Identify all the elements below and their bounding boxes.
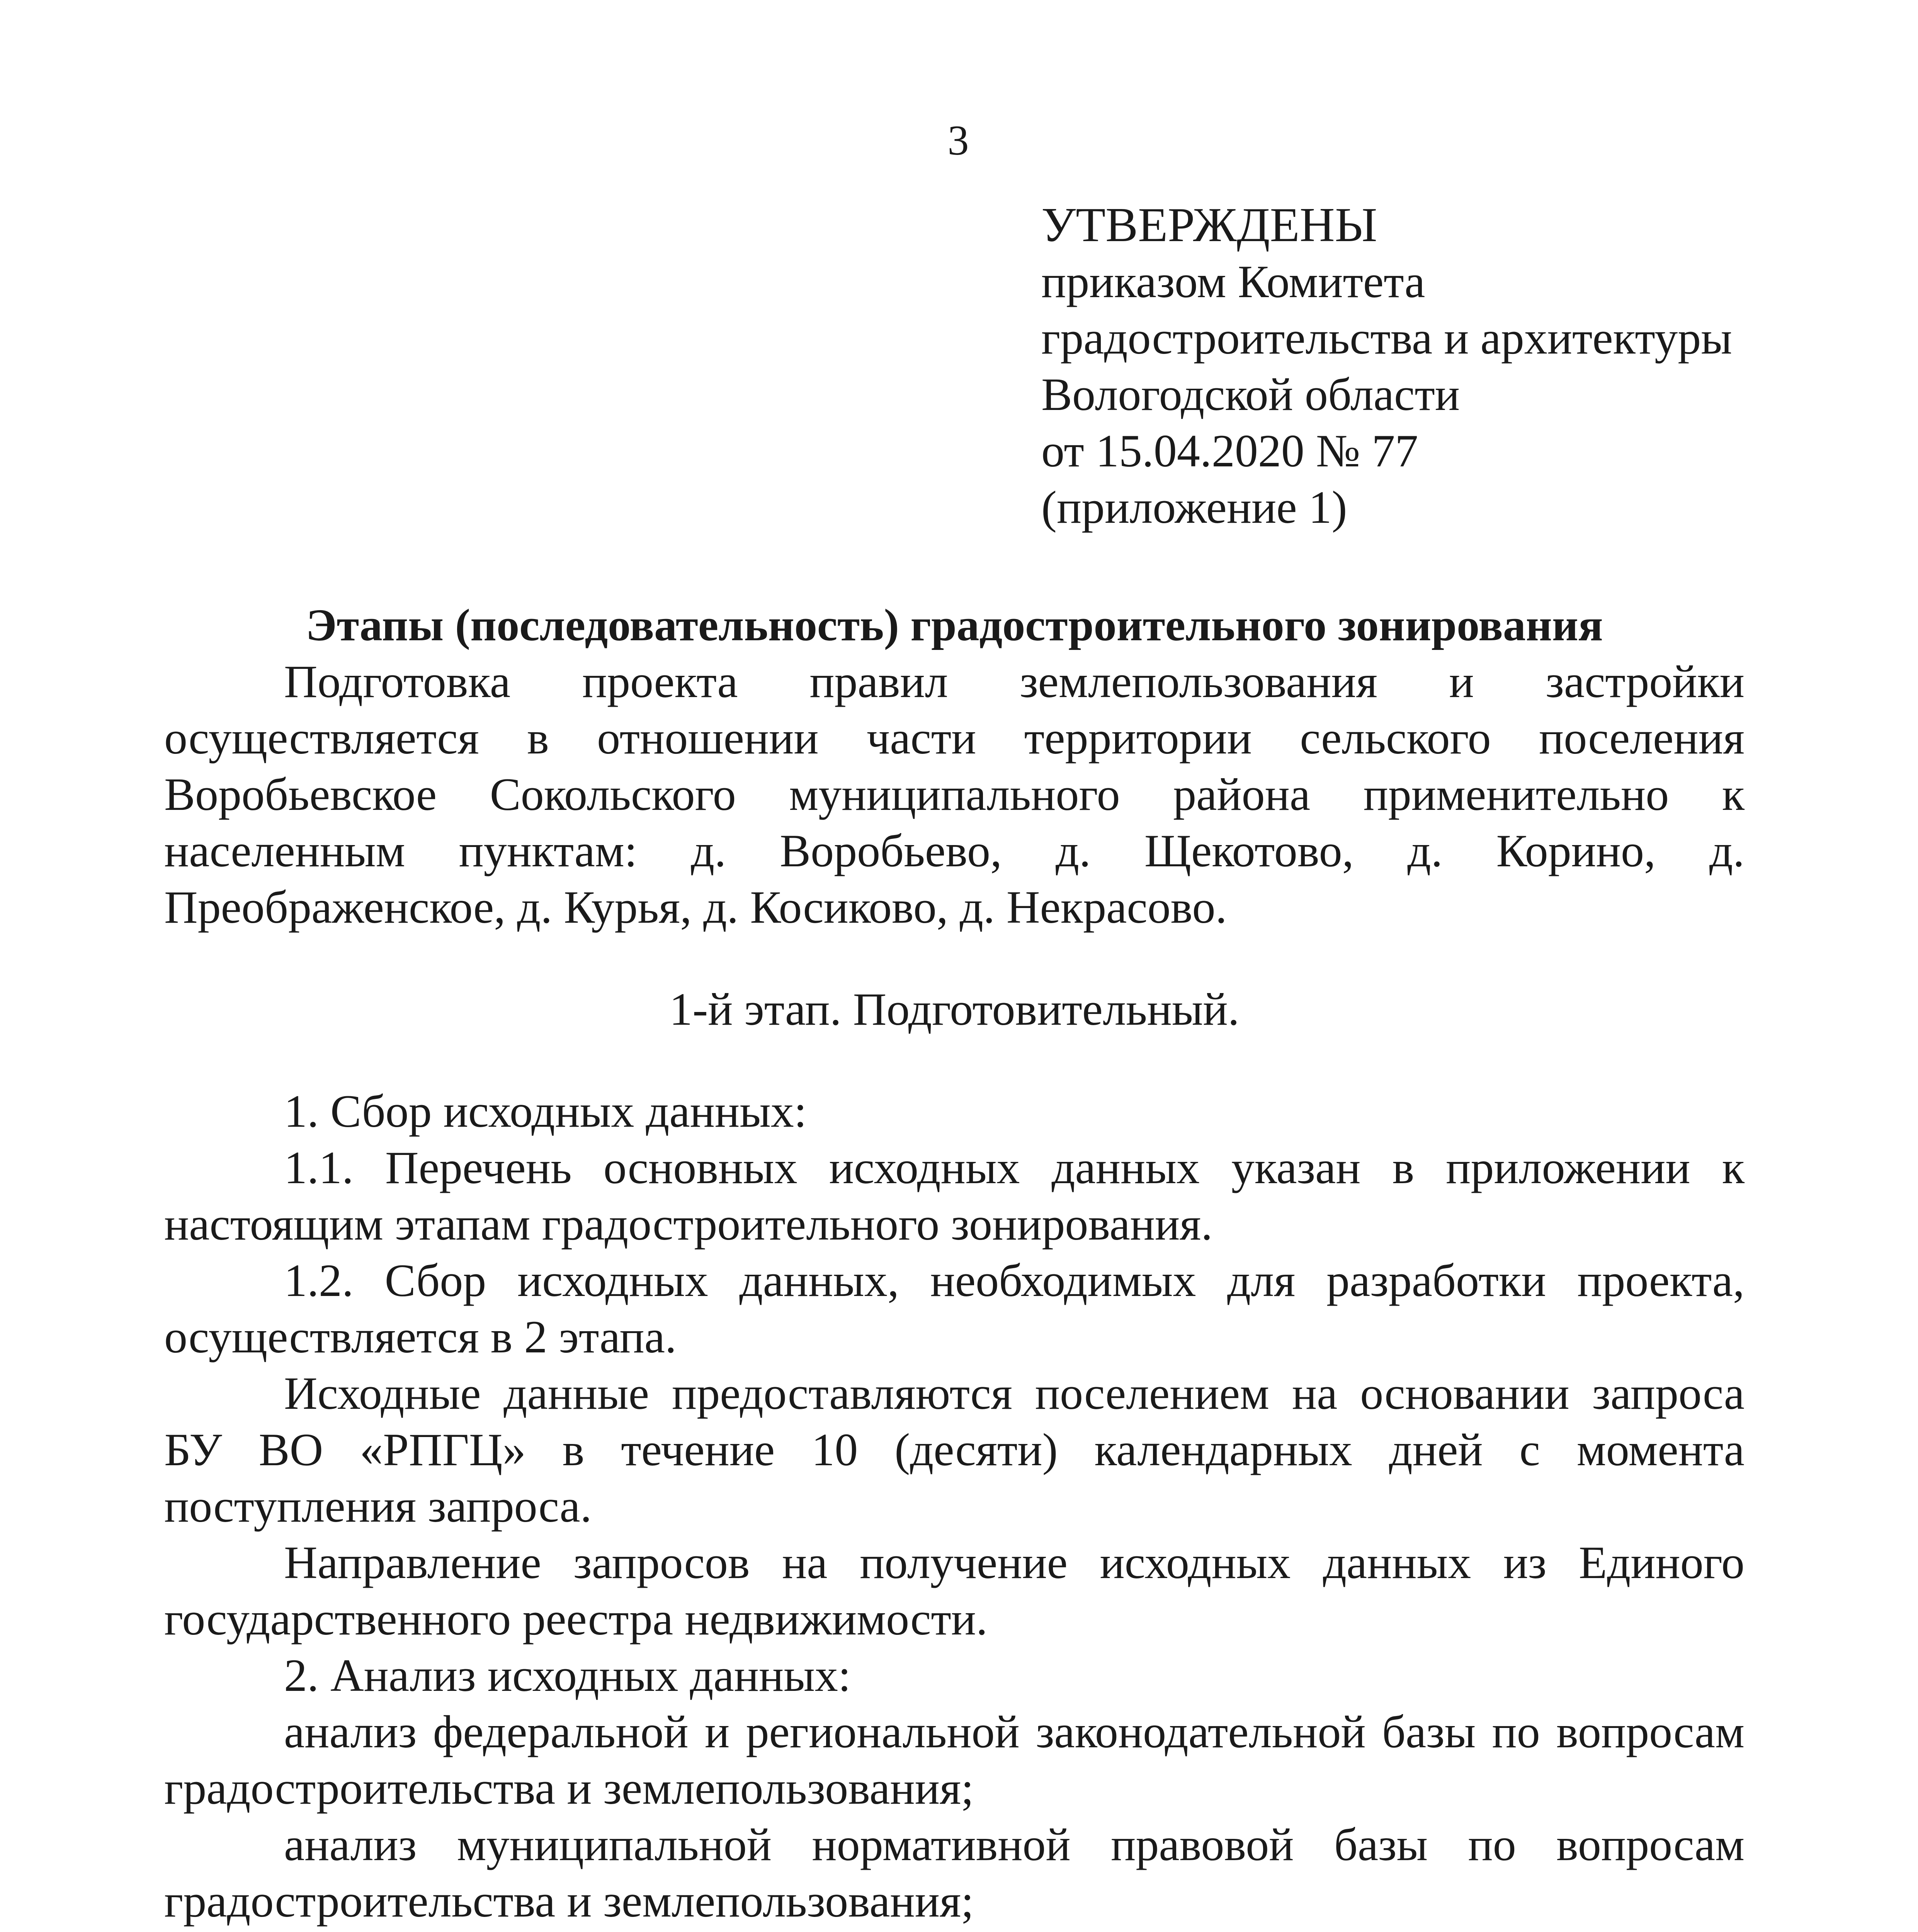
page-number: 3 [947, 117, 969, 164]
approval-line: приказом Комитета [1041, 256, 1425, 307]
intro-paragraph: Подготовка проекта правил землепользования и застройки осуществляется в отношении части территории сельского поселения Воробьевское Сокольского муниципального района применительно к населенным пунктам: д. Воробьево, д. Щекотово, д. Корино, д. Преображенское, д. Курья, д. Косиково, д. Некрасово. [164, 656, 1745, 933]
stage1-item2: 2. Анализ исходных данных: [284, 1650, 851, 1701]
stage1-item2-c [164, 1929, 1745, 1932]
stage1-para-a: Исходные данные предоставляются поселением на основании запроса БУ ВО «РПГЦ» в течение 10 (десяти) календарных дней с момента поступления запроса. [164, 1367, 1745, 1532]
approval-date: от 15.04.2020 № 77 [1041, 425, 1418, 476]
approval-line: Вологодской области [1041, 369, 1460, 420]
approval-appendix: (приложение 1) [1041, 481, 1347, 533]
stage1-item1: 1. Сбор исходных данных: [284, 1085, 807, 1137]
stage1-item2-b: анализ муниципальной нормативной правовой базы по вопросам градостроительства и землепользования; [164, 1819, 1745, 1927]
stage1-heading: 1-й этап. Подготовительный. [669, 983, 1240, 1035]
stage1-item2-a: анализ федеральной и региональной законодательной базы по вопросам градостроительства и землепользования; [164, 1706, 1745, 1814]
document-title: Этапы (последовательность) градостроительного зонирования [306, 600, 1603, 650]
approval-heading: УТВЕРЖДЕНЫ [1041, 198, 1377, 252]
document-body [164, 597, 1745, 1932]
approval-line: градостроительства и архитектуры [1041, 312, 1732, 364]
stage1-item1-2: 1.2. Сбор исходных данных, необходимых для разработки проекта, осуществляется в 2 этапа. [164, 1255, 1745, 1362]
stage1-item1-1: 1.1. Перечень основных исходных данных указан в приложении к настоящим этапам градостроительного зонирования. [164, 1142, 1745, 1250]
approval-block [1041, 197, 1814, 536]
stage1-para-b: Направление запросов на получение исходных данных из Единого государственного реестра недвижимости. [164, 1537, 1745, 1645]
